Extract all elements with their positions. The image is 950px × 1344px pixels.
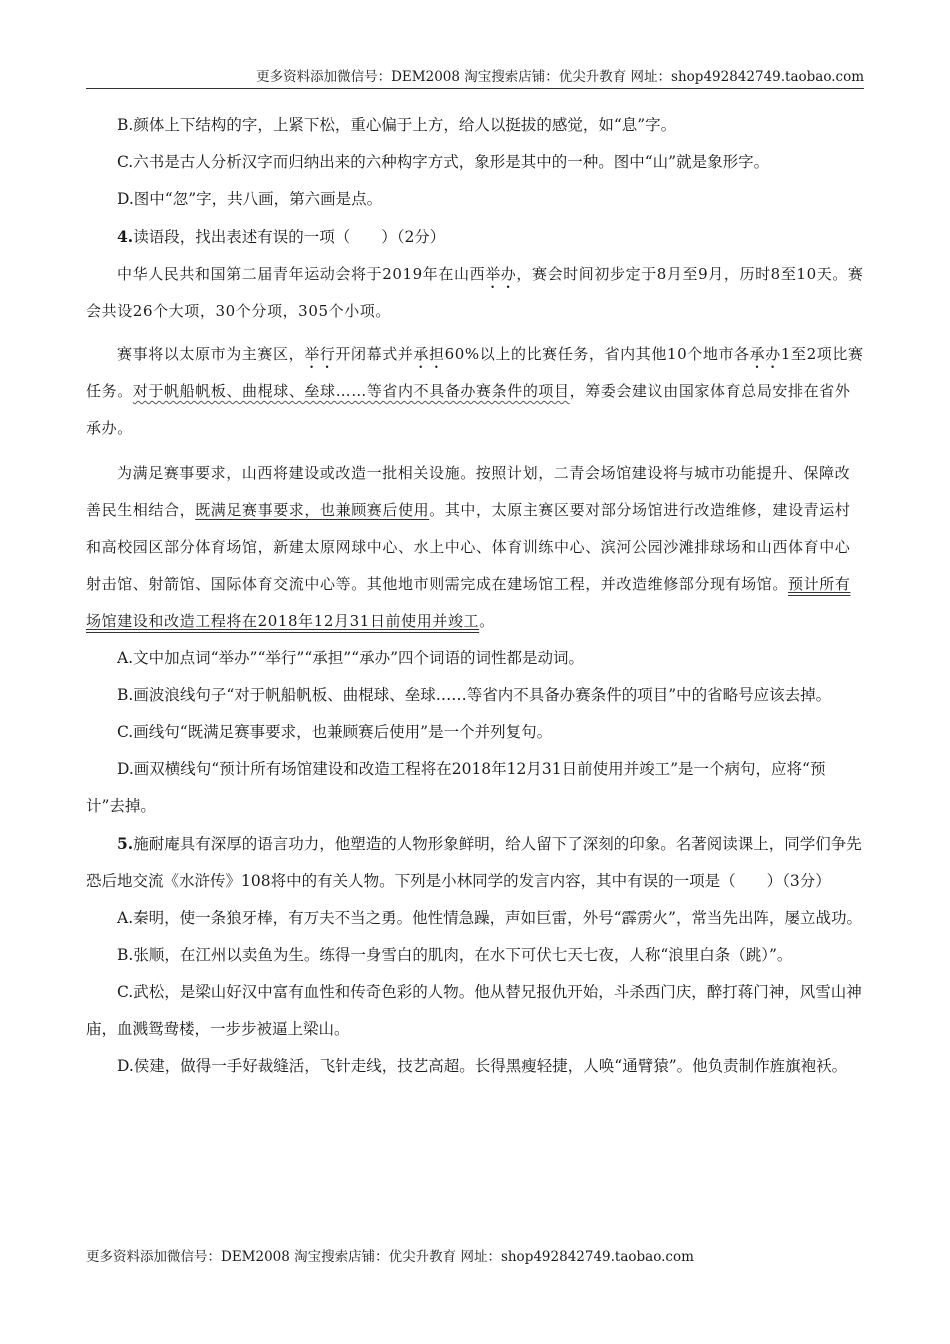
- dotted-word-juxing: 举行: [304, 345, 336, 363]
- q4-passage-paragraph-3: [86, 455, 864, 640]
- header-divider: [86, 88, 864, 89]
- q4-p3-text-a: 为满足赛事要求，山西将建设或改造一批相关设施。按照计划，二青会场馆建设将与城市功能提升、保障改善民生相结合，: [86, 464, 851, 519]
- q4-p1-text-a: 中华人民共和国第二届青年运动会将于2019年在山西: [117, 265, 486, 283]
- q5-number: 5.: [117, 834, 134, 853]
- q5-stem: [86, 825, 864, 900]
- dotted-word-chengban: 承办: [749, 345, 781, 363]
- q3-option-c: C.六书是古人分析汉字而归纳出来的六种构字方式，象形是其中的一种。图中“山”就是象形字。: [117, 153, 770, 171]
- q4-passage-paragraph-1: [86, 256, 864, 330]
- q3-option-d: D.图中“忽”字，共八画，第六画是点。: [117, 190, 383, 208]
- q4-p2-text-c: 60%以上的比赛任务，省内其他10个地市各: [444, 345, 750, 363]
- q4-p3-text-b: 。其中，太原主赛区要对部分场馆进行改造维修，建设青运村和高校园区部分体育场馆，新建太原网球中心、水上中心、体育训练中心、滨河公园沙滩排球场和山西体育中心射击馆、射箭馆、国际体育交流中心等。其他地市则需完成在建场馆工程，并改造维修部分现有场馆。: [86, 501, 851, 593]
- q4-p1-text-b: ，赛会时间初步定于8月至9月，历时8至10天。赛会共设26个大项，30个分项，305个小项。: [86, 265, 864, 320]
- q4-number: 4.: [117, 227, 134, 246]
- page-footer: 更多资料添加微信号：DEM2008 淘宝搜索店铺：优尖升教育 网址：shop492842749.taobao.com: [86, 1249, 694, 1265]
- q4-option-c: C.画线句“既满足赛事要求，也兼顾赛后使用”是一个并列复句。: [117, 723, 553, 741]
- q5-option-b: B.张顺，在江州以卖鱼为生。练得一身雪白的肌肉，在水下可伏七天七夜，人称“浪里白条（跳）”。: [117, 946, 793, 964]
- double-underlined-sentence: 预计所有场馆建设和改造工程将在2018年12月31日前使用并竣工: [86, 575, 851, 630]
- dotted-word-juban: 举办: [485, 265, 517, 283]
- page-header: 更多资料添加微信号：DEM2008 淘宝搜索店铺：优尖升教育 网址：shop492842749.taobao.com: [256, 69, 864, 85]
- q4-passage-paragraph-2: [86, 336, 864, 447]
- q4-p2-text-a: 赛事将以太原市为主赛区，: [117, 345, 305, 363]
- q4-p2-text-e: ，筹委会建议由国家体育总局安排在省外承办。: [86, 382, 851, 437]
- q5-option-a: A.秦明，使一条狼牙棒，有万夫不当之勇。他性情急躁，声如巨雷，外号“霹雳火”，常当先出阵，屡立战功。: [117, 909, 862, 927]
- q4-p2-text-d: 1至2项比赛任务。: [86, 345, 864, 400]
- q4-p3-text-c: 。: [479, 612, 495, 630]
- wavy-underlined-sentence: 对于帆船帆板、曲棍球、垒球……等省内不具备办赛条件的项目: [132, 382, 570, 400]
- q4-p2-text-b: 开闭幕式并: [335, 345, 414, 363]
- q4-stem: [86, 218, 864, 256]
- q3-option-b: B.颜体上下结构的字，上紧下松，重心偏于上方，给人以挺拔的感觉，如“息”字。: [117, 116, 677, 134]
- q5-stem-text: 施耐庵具有深厚的语言功力，他塑造的人物形象鲜明，给人留下了深刻的印象。名著阅读课上，同学们争先恐后地交流《水浒传》108将中的有关人物。下列是小林同学的发言内容，其中有误的一项是（ ）（3分）: [86, 835, 862, 890]
- dotted-word-chengdan: 承担: [413, 345, 445, 363]
- q4-option-a: A.文中加点词“举办”“举行”“承担”“承办”四个词语的词性都是动词。: [117, 649, 585, 667]
- q4-stem-text: 读语段，找出表述有误的一项（ ）（2分）: [133, 228, 446, 246]
- underlined-sentence: 既满足赛事要求，也兼顾赛后使用: [195, 501, 430, 519]
- q5-option-c: C.武松，是梁山好汉中富有血性和传奇色彩的人物。他从替兄报仇开始，斗杀西门庆，醉打蒋门神，风雪山神庙，血溅鸳鸯楼，一步步被逼上梁山。: [86, 983, 862, 1038]
- document-body: [86, 107, 864, 1085]
- q4-option-b: B.画波浪线句子“对于帆船帆板、曲棍球、垒球……等省内不具备办赛条件的项目”中的省略号应该去掉。: [117, 686, 832, 704]
- q4-option-d: D.画双横线句“预计所有场馆建设和改造工程将在2018年12月31日前使用并竣工”是一个病句，应将“预计”去掉。: [86, 760, 826, 815]
- q5-option-d: D.侯建，做得一手好裁缝活，飞针走线，技艺高超。长得黑瘦轻捷，人唤“通臂猿”。他负责制作旌旗袍袄。: [117, 1057, 848, 1075]
